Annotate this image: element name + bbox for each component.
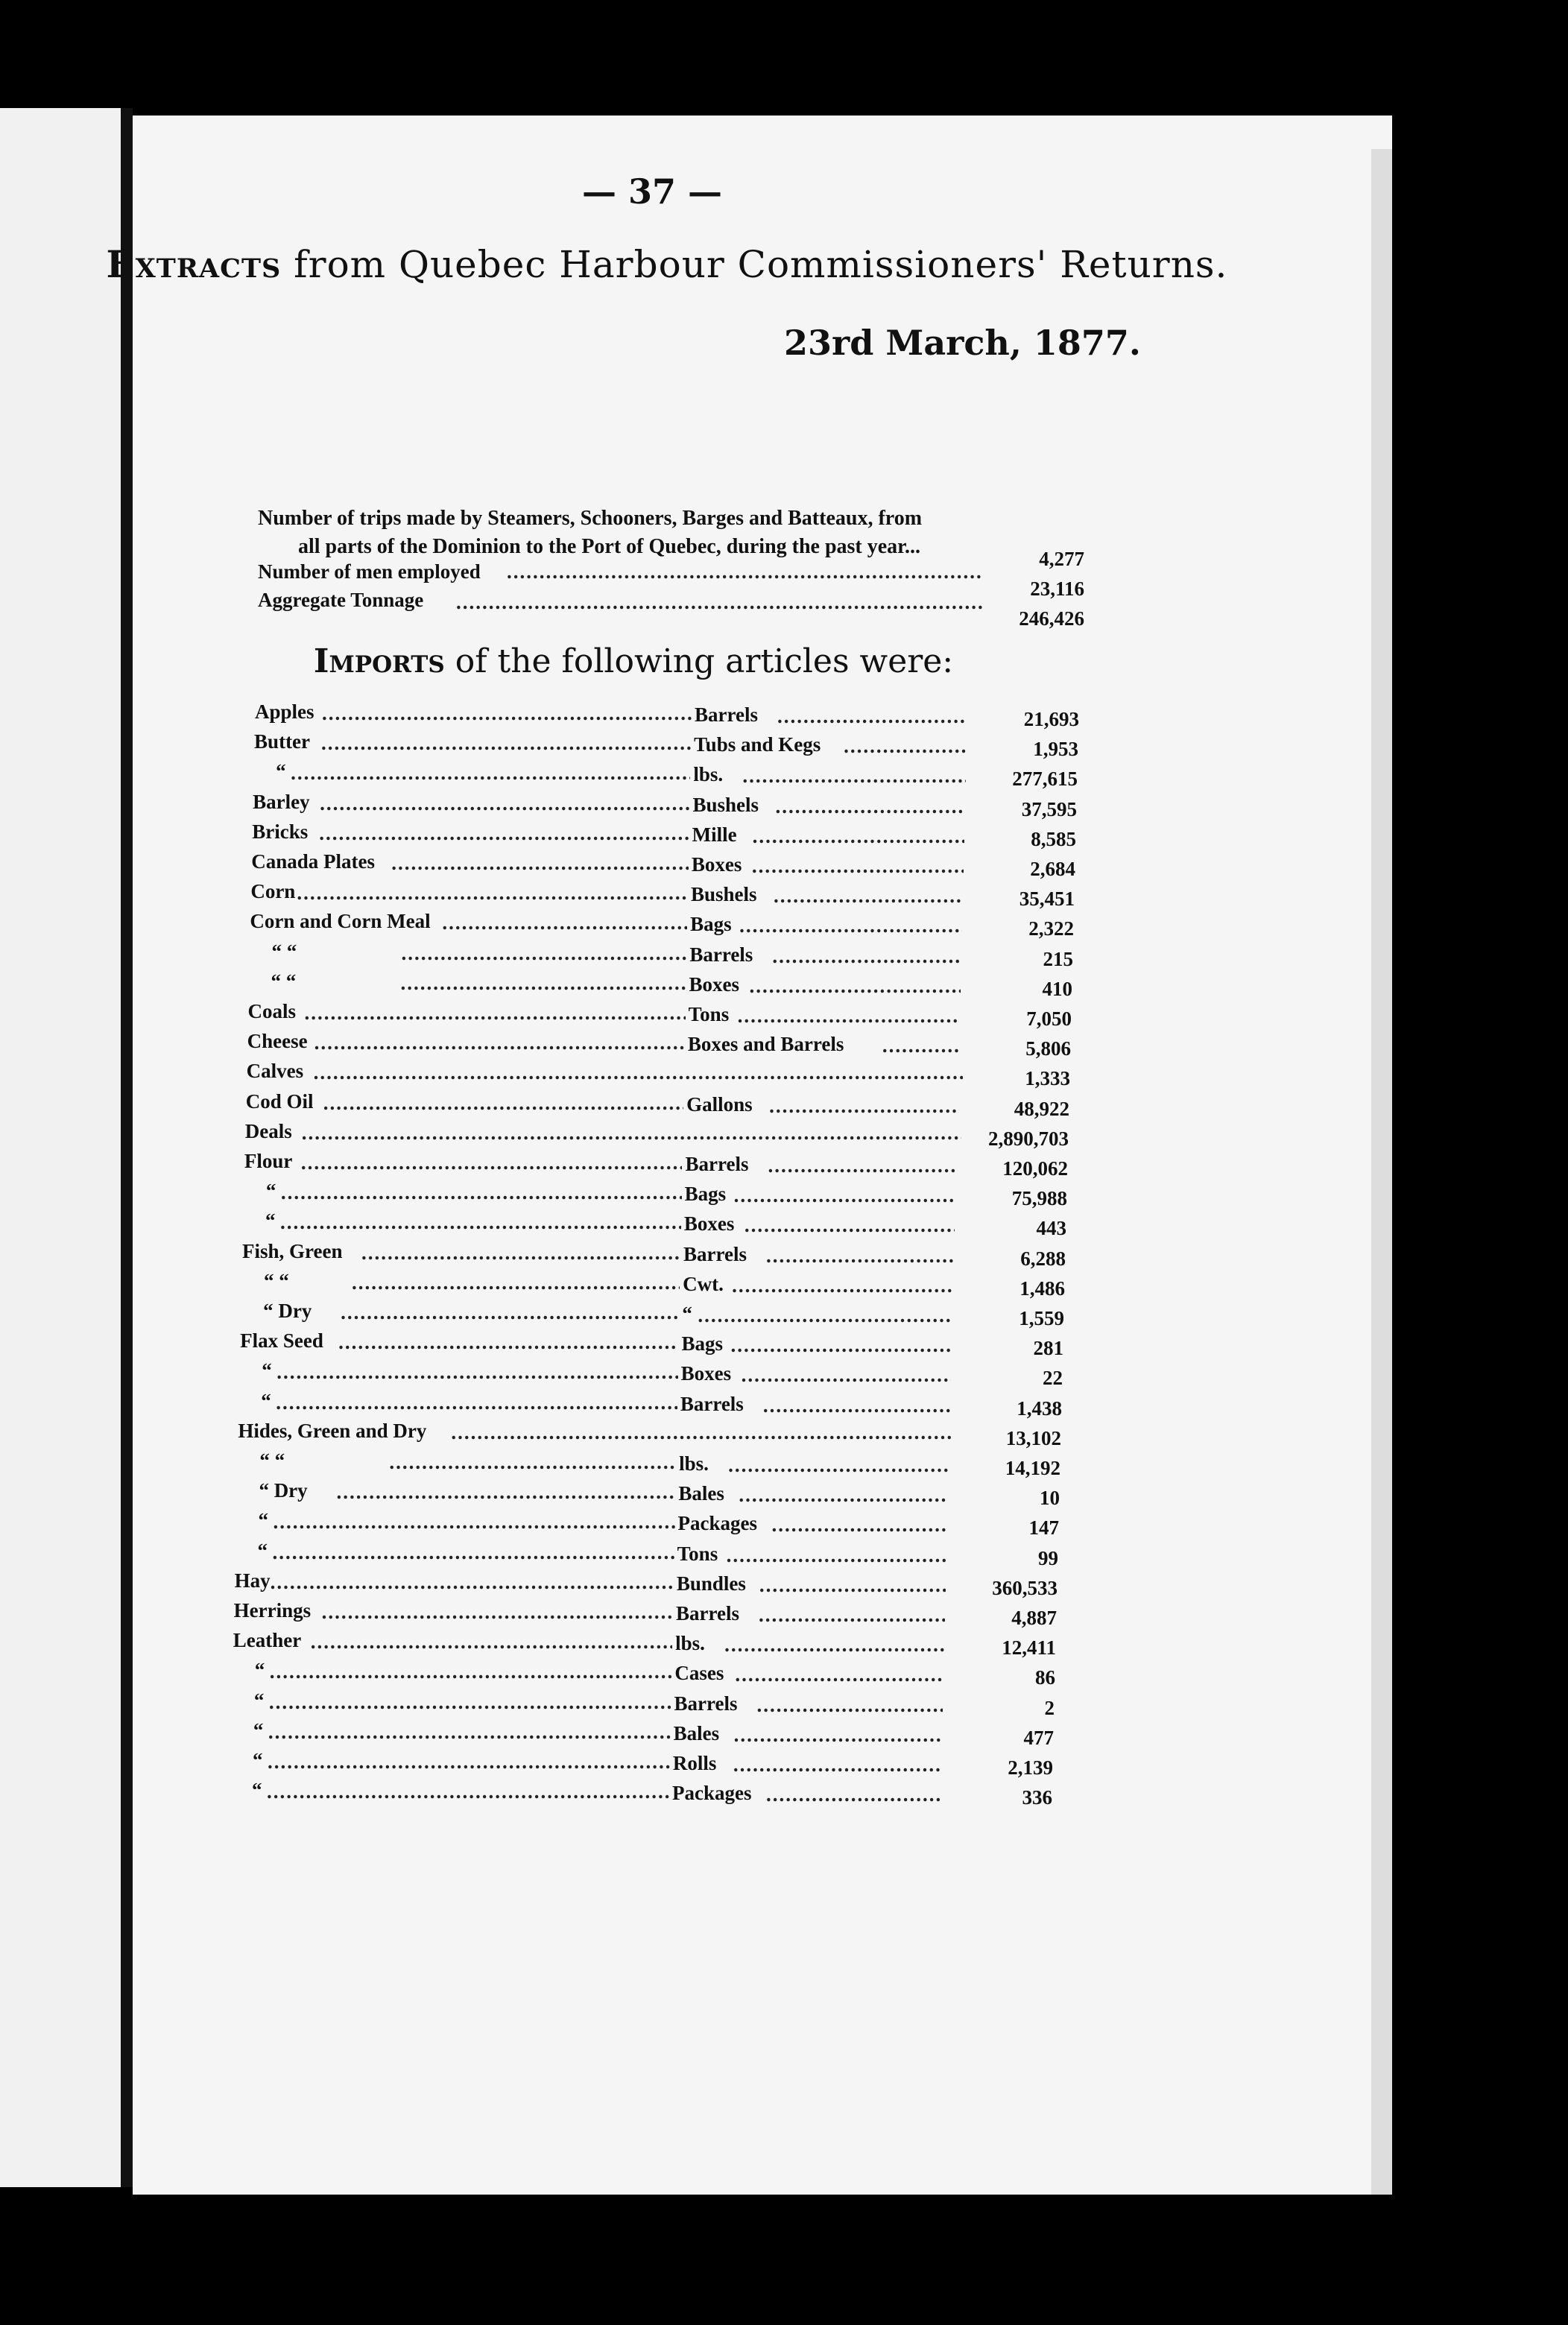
leader-dots <box>752 855 964 878</box>
leader-dots <box>759 1574 946 1597</box>
import-value: 2 <box>1044 1696 1055 1719</box>
import-article: “ <box>276 760 286 783</box>
import-unit: Cases <box>674 1662 724 1685</box>
leader-dots <box>352 1271 680 1294</box>
leader-dots <box>270 1660 672 1683</box>
leader-dots <box>732 1274 953 1297</box>
import-value: 2,322 <box>1028 917 1074 940</box>
import-unit: Bushels <box>691 883 757 906</box>
import-unit: Bags <box>681 1332 724 1356</box>
import-unit: Bundles <box>676 1572 746 1595</box>
leader-dots <box>731 1334 952 1357</box>
leader-dots <box>401 972 686 995</box>
leader-dots <box>733 1753 941 1777</box>
import-article: Bricks <box>252 820 309 843</box>
import-value: 13,102 <box>1005 1426 1061 1449</box>
leader-dots <box>844 735 967 758</box>
import-value: 75,988 <box>1011 1187 1067 1210</box>
import-value: 281 <box>1033 1337 1063 1360</box>
leader-dots <box>724 1633 944 1657</box>
leader-dots <box>698 1304 952 1327</box>
leader-dots <box>507 560 984 583</box>
import-value: 1,333 <box>1025 1067 1070 1090</box>
leader-dots <box>321 732 691 755</box>
import-article: Canada Plates <box>251 850 376 873</box>
import-article: Deals <box>244 1119 292 1142</box>
import-article: Corn <box>250 880 296 903</box>
import-value: 360,533 <box>992 1576 1058 1599</box>
leader-dots <box>739 1484 948 1507</box>
import-value: 21,693 <box>1023 708 1079 730</box>
imports-heading-rest: of the following articles were: <box>455 642 954 680</box>
summary-men-label: Number of men employed <box>258 560 481 583</box>
leader-dots <box>276 1391 677 1414</box>
import-article: “ <box>265 1180 276 1203</box>
import-unit: Tons <box>677 1542 718 1565</box>
leader-dots <box>320 792 689 815</box>
import-unit: Boxes <box>680 1362 732 1385</box>
import-value: 2,890,703 <box>988 1127 1069 1150</box>
leader-dots <box>768 1154 957 1177</box>
summary-trips-line2: all parts of the Dominion to the Port of Quebec, during the past year... <box>298 535 921 558</box>
summary-tonnage-label: Aggregate Tonnage <box>258 589 424 611</box>
summary-trips-value: 4,277 <box>1039 548 1084 570</box>
import-unit: Bags <box>690 913 732 936</box>
import-article: “ <box>258 1509 268 1532</box>
imports-heading <box>0 642 1267 680</box>
leader-dots <box>774 885 963 908</box>
report-date: 23rd March, 1877. <box>784 323 1141 363</box>
import-article: Herrings <box>233 1599 312 1622</box>
import-value: 7,050 <box>1026 1008 1072 1030</box>
page-number: — 37 — <box>581 171 723 212</box>
imports-heading-lead: Imports <box>313 642 445 680</box>
leader-dots <box>338 1331 678 1354</box>
leader-dots <box>273 1541 674 1564</box>
import-article: “ <box>261 1389 271 1412</box>
import-article: “ “ <box>271 969 297 993</box>
import-value: 86 <box>1035 1666 1055 1689</box>
import-unit: Tubs and Kegs <box>694 733 821 756</box>
import-article: “ <box>252 1779 262 1802</box>
import-value: 35,451 <box>1019 888 1075 911</box>
leader-dots <box>772 1513 948 1537</box>
import-unit: Barrels <box>689 943 753 966</box>
import-unit: Packages <box>677 1512 757 1535</box>
import-value: 10 <box>1040 1487 1060 1510</box>
summary-trips-line1: Number of trips made by Steamers, Schooners, Barges and Batteaux, from <box>258 507 923 530</box>
leader-dots <box>742 765 966 788</box>
import-value: 6,288 <box>1020 1247 1066 1270</box>
leader-dots <box>763 1394 950 1417</box>
import-article: “ <box>262 1359 272 1382</box>
leader-dots <box>291 762 690 785</box>
leader-dots <box>766 1244 954 1268</box>
leader-dots <box>735 1663 943 1686</box>
import-value: 215 <box>1043 947 1073 970</box>
leader-dots <box>336 1481 675 1504</box>
import-unit: Barrels <box>695 703 758 726</box>
import-value: 48,922 <box>1014 1097 1069 1120</box>
leader-dots <box>281 1181 682 1204</box>
leader-dots <box>297 882 688 905</box>
leader-dots <box>745 1214 955 1237</box>
import-value: 2,684 <box>1030 858 1075 880</box>
import-article: Calves <box>246 1060 304 1083</box>
facing-page <box>0 108 121 2187</box>
import-unit: Barrels <box>683 1242 747 1265</box>
import-article: Barley <box>253 790 310 813</box>
leader-dots <box>268 1721 671 1744</box>
summary-tonnage-value: 246,426 <box>1019 607 1084 630</box>
import-value: 4,887 <box>1011 1607 1057 1629</box>
import-unit: Barrels <box>685 1153 749 1175</box>
leader-dots <box>456 591 985 614</box>
import-unit: lbs. <box>679 1452 709 1475</box>
page-edge <box>1371 149 1392 2195</box>
import-article: Cheese <box>247 1030 308 1053</box>
import-article: Corn and Corn Meal <box>250 910 431 933</box>
leader-dots <box>274 1511 675 1534</box>
leader-dots <box>750 975 961 998</box>
import-value: 477 <box>1023 1726 1054 1749</box>
leader-dots <box>319 822 689 845</box>
import-unit: Bushels <box>692 793 759 816</box>
import-unit: Barrels <box>676 1602 739 1625</box>
leader-dots <box>442 911 687 934</box>
import-article: Hides, Green and Dry <box>238 1419 427 1442</box>
import-article: Butter <box>254 730 311 753</box>
leader-dots <box>267 1780 669 1803</box>
import-value: 5,806 <box>1025 1037 1071 1060</box>
leader-dots <box>323 1092 683 1115</box>
leader-dots <box>389 1451 676 1474</box>
leader-dots <box>301 1151 683 1174</box>
import-unit: Boxes <box>689 972 739 996</box>
import-unit: Bags <box>684 1183 727 1206</box>
leader-dots <box>727 1544 946 1567</box>
leader-dots <box>341 1301 679 1324</box>
import-article: “ <box>252 1749 263 1771</box>
import-unit: Tons <box>688 1003 730 1025</box>
import-unit: “ <box>682 1303 692 1325</box>
page-title <box>0 242 1334 286</box>
import-article: Leather <box>233 1629 302 1652</box>
leader-dots <box>451 1421 954 1444</box>
import-article: “ <box>253 1718 264 1742</box>
import-value: 120,062 <box>1002 1157 1068 1180</box>
leader-dots <box>401 942 686 965</box>
import-unit: Boxes <box>683 1212 735 1236</box>
leader-dots <box>739 914 962 937</box>
import-value: 147 <box>1028 1516 1059 1540</box>
leader-dots <box>269 1691 671 1714</box>
leader-dots <box>314 1061 963 1084</box>
leader-dots <box>361 1241 680 1265</box>
import-value: 1,438 <box>1017 1396 1062 1420</box>
leader-dots <box>777 705 967 728</box>
leader-dots <box>271 1571 674 1594</box>
leader-dots <box>734 1184 955 1207</box>
leader-dots <box>776 795 966 818</box>
title-lead: Extracts <box>106 242 282 286</box>
leader-dots <box>766 1783 941 1806</box>
import-unit: Cwt. <box>683 1272 724 1295</box>
leader-dots <box>882 1034 959 1057</box>
leader-dots <box>391 852 689 875</box>
leader-dots <box>302 1122 961 1145</box>
import-value: 410 <box>1042 977 1072 1000</box>
import-article: “ <box>253 1689 265 1712</box>
import-unit: Gallons <box>686 1092 753 1116</box>
import-article: Apples <box>255 700 314 723</box>
import-article: “ <box>265 1209 276 1233</box>
leader-dots <box>734 1724 942 1747</box>
import-unit: lbs. <box>693 763 724 786</box>
book-spine <box>121 108 133 2187</box>
import-unit: Barrels <box>674 1692 738 1715</box>
import-article: Fish, Green <box>242 1239 343 1262</box>
leader-dots <box>280 1211 681 1234</box>
import-unit: Boxes <box>691 853 742 876</box>
leader-dots <box>268 1750 670 1774</box>
import-unit: Barrels <box>680 1392 744 1415</box>
import-value: 277,615 <box>1012 768 1078 791</box>
import-article: Flour <box>244 1150 293 1172</box>
import-article: Coals <box>247 1000 297 1022</box>
import-article: “ Dry <box>263 1300 312 1322</box>
import-unit: Rolls <box>672 1752 717 1774</box>
leader-dots <box>738 1005 960 1028</box>
leader-dots <box>742 1364 951 1387</box>
leader-dots <box>314 1031 685 1054</box>
leader-dots <box>772 945 961 968</box>
leader-dots <box>305 1002 686 1025</box>
import-article: “ “ <box>271 940 297 963</box>
import-value: 14,192 <box>1005 1457 1060 1479</box>
leader-dots <box>322 702 692 725</box>
import-value: 37,595 <box>1021 797 1077 820</box>
import-article: “ “ <box>264 1269 289 1292</box>
leader-dots <box>759 1604 945 1627</box>
import-value: 1,559 <box>1019 1307 1064 1329</box>
import-article: “ <box>257 1539 268 1562</box>
leader-dots <box>753 825 964 848</box>
leader-dots <box>322 1601 673 1624</box>
import-value: 22 <box>1043 1367 1063 1390</box>
import-article: Cod Oil <box>245 1089 314 1113</box>
leader-dots <box>311 1630 672 1654</box>
import-value: 336 <box>1022 1786 1052 1809</box>
import-article: “ “ <box>259 1449 285 1472</box>
leader-dots <box>757 1694 943 1717</box>
import-article: “ Dry <box>259 1479 308 1502</box>
import-unit: Mille <box>692 823 737 846</box>
import-unit: Boxes and Barrels <box>687 1033 844 1056</box>
leader-dots <box>728 1454 949 1477</box>
leader-dots <box>769 1095 958 1118</box>
import-unit: lbs. <box>675 1632 705 1655</box>
import-value: 12,411 <box>1002 1636 1056 1660</box>
import-value: 1,953 <box>1033 738 1078 761</box>
import-value: 99 <box>1038 1546 1058 1569</box>
title-rest: from Quebec Harbour Commissioners' Returns. <box>294 243 1228 286</box>
import-article: Hay <box>234 1569 271 1592</box>
leader-dots <box>276 1361 677 1384</box>
import-value: 1,486 <box>1019 1277 1065 1300</box>
import-value: 443 <box>1036 1217 1066 1240</box>
import-value: 2,139 <box>1008 1756 1053 1779</box>
import-unit: Bales <box>678 1482 724 1505</box>
import-article: “ <box>254 1659 265 1682</box>
import-unit: Bales <box>673 1721 720 1744</box>
import-value: 8,585 <box>1031 827 1076 850</box>
import-unit: Packages <box>672 1782 752 1805</box>
summary-men-value: 23,116 <box>1030 578 1084 600</box>
import-article: Flax Seed <box>240 1329 323 1353</box>
